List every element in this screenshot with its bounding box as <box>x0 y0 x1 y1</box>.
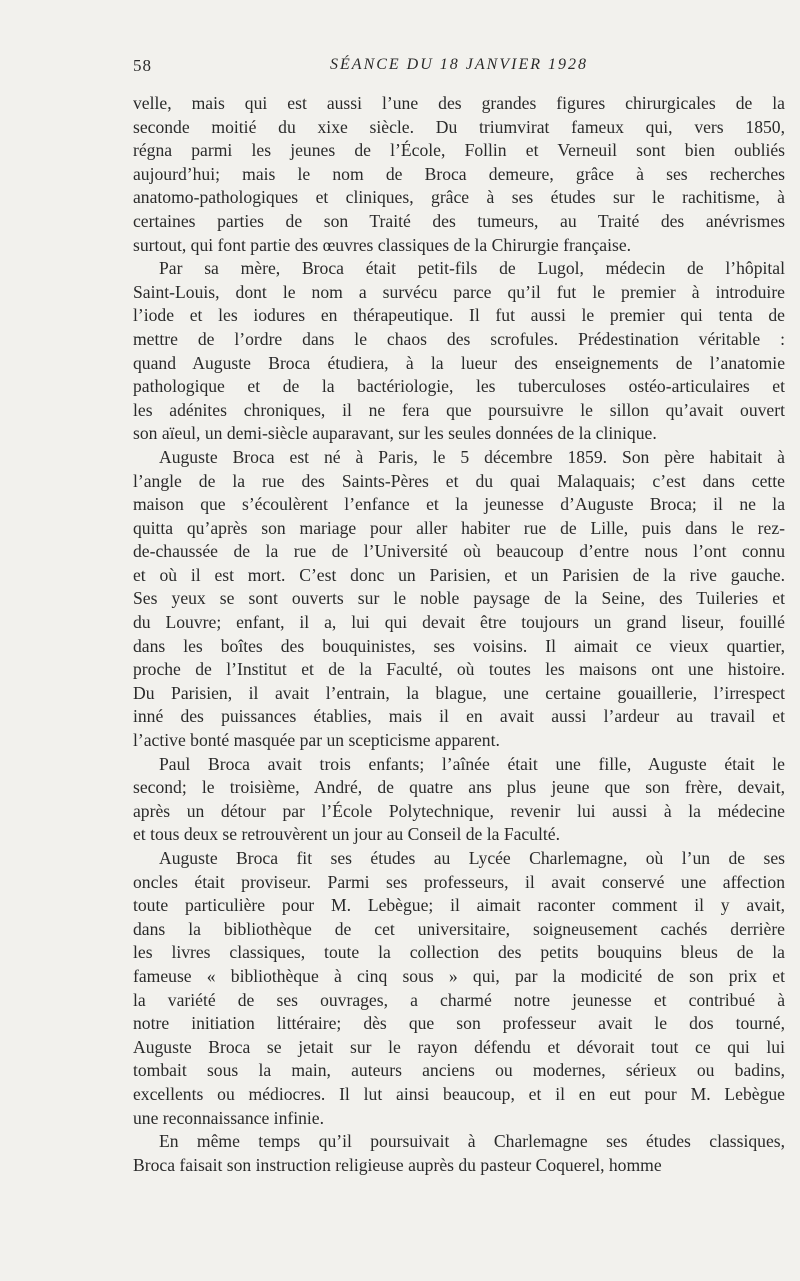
text-line: surtout, qui font partie des œuvres classiques de la Chirurgie française. <box>133 234 632 255</box>
paragraph <box>133 753 785 847</box>
text-line: de-chaussée de la rue de l’Université où beaucoup d’entre nous l’ont connu <box>133 541 785 562</box>
paragraph <box>133 257 785 446</box>
text-line: son aïeul, un demi-siècle auparavant, sur les seules données de la clinique. <box>133 423 657 444</box>
text-line: dans les boîtes des bouquinistes, ses voisins. Il aimait ce vieux quartier, <box>133 635 785 656</box>
text-line: seconde moitié du xixe siècle. Du triumvirat fameux qui, vers 1850, <box>133 116 785 137</box>
text-line: Auguste Broca fit ses études au Lycée Charlemagne, où l’un de ses <box>159 848 785 868</box>
text-line: quitta qu’après son mariage pour aller habiter rue de Lille, puis dans le rez- <box>133 517 785 538</box>
text-line: inné des puissances établies, mais il en avait aussi l’ardeur au travail et <box>133 706 785 727</box>
body-text <box>133 92 785 1177</box>
text-line: une reconnaissance infinie. <box>133 1107 325 1128</box>
text-line: toute particulière pour M. Lebègue; il aimait raconter comment il y avait, <box>133 895 785 916</box>
text-line: l’active bonté masquée par un scepticisme apparent. <box>133 730 500 751</box>
text-line: la variété de ses ouvrages, a charmé notre jeunesse et contribué à <box>133 989 785 1010</box>
text-line: du Louvre; enfant, il a, lui qui devait être toujours un grand liseur, fouillé <box>133 612 785 633</box>
text-line: Par sa mère, Broca était petit-fils de Lugol, médecin de l’hôpital <box>159 258 785 279</box>
text-line: Broca faisait son instruction religieuse auprès du pasteur Coquerel, homme <box>133 1154 662 1175</box>
text-line: et où il est mort. C’est donc un Parisien, et un Parisien de la rive gauche. <box>133 564 785 585</box>
text-line: après un détour par l’École Polytechnique, revenir lui aussi à la médecine <box>133 800 785 821</box>
running-head: SÉANCE DU 18 JANVIER 1928 <box>330 56 588 73</box>
text-line: anatomo-pathologiques et cliniques, grâce à ses études sur le rachitisme, à <box>133 187 785 208</box>
text-line: tombait sous la main, auteurs anciens ou modernes, sérieux ou badins, <box>133 1060 785 1081</box>
text-line: dans la bibliothèque de cet universitaire, soigneusement cachés derrière <box>133 918 785 939</box>
text-line: En même temps qu’il poursuivait à Charlemagne ses études classiques, <box>159 1131 785 1152</box>
text-line: certaines parties de son Traité des tumeurs, au Traité des anévrismes <box>133 210 785 231</box>
text-line: l’angle de la rue des Saints-Pères et du quai Malaquais; c’est dans cette <box>133 470 785 491</box>
text-line: velle, mais qui est aussi l’une des grandes figures chirurgicales de la <box>133 93 785 113</box>
text-line: Auguste Broca est né à Paris, le 5 décembre 1859. Son père habitait à <box>159 446 785 467</box>
page-number: 58 <box>133 56 152 75</box>
text-line: les livres classiques, toute la collection des petits bouquins bleus de la <box>133 942 785 963</box>
text-line: aujourd’hui; mais le nom de Broca demeure, grâce à ses recherches <box>133 163 785 184</box>
text-line: et tous deux se retrouvèrent un jour au Conseil de la Faculté. <box>133 824 561 845</box>
text-line: Saint-Louis, dont le nom a survécu parce qu’il fut le premier à introduire <box>133 281 785 302</box>
text-line: Ses yeux se sont ouverts sur le noble paysage de la Seine, des Tuileries et <box>133 588 785 609</box>
text-line: pathologique et de la bactériologie, les tuberculoses ostéo-articulaires et <box>133 376 785 397</box>
text-line: régna parmi les jeunes de l’École, Follin et Verneuil sont bien oubliés <box>133 140 785 161</box>
text-line: Auguste Broca se jetait sur le rayon défendu et dévorait tout ce qui lui <box>133 1036 785 1057</box>
text-line: l’iode et les iodures en thérapeutique. Il fut aussi le premier qui tenta de <box>133 305 785 326</box>
text-line: maison que s’écoulèrent l’enfance et la jeunesse d’Auguste Broca; il ne la <box>133 494 785 515</box>
page-header <box>133 56 785 80</box>
paragraph <box>133 1130 785 1177</box>
text-line: Paul Broca avait trois enfants; l’aînée était une fille, Auguste était le <box>159 753 785 774</box>
text-line: fameuse « bibliothèque à cinq sous » qui, par la modicité de son prix et <box>133 965 785 986</box>
paragraph <box>133 92 785 257</box>
text-line: excellents ou médiocres. Il lut ainsi beaucoup, et il en eut pour M. Lebègue <box>133 1083 785 1104</box>
text-line: proche de l’Institut et de la Faculté, où toutes les maisons ont une histoire. <box>133 659 785 680</box>
text-line: notre initiation littéraire; dès que son professeur avait le dos tourné, <box>133 1013 785 1034</box>
text-line: oncles était proviseur. Parmi ses professeurs, il avait conservé une affection <box>133 871 785 892</box>
text-line: second; le troisième, André, de quatre ans plus jeune que son frère, devait, <box>133 777 785 798</box>
text-line: quand Auguste Broca étudiera, à la lueur des enseignements de l’anatomie <box>133 352 785 373</box>
paragraph <box>133 847 785 1130</box>
text-line: les adénites chroniques, il ne fera que poursuivre le sillon qu’avait ouvert <box>133 399 785 420</box>
text-line: mettre de l’ordre dans le chaos des scrofules. Prédestination véritable : <box>133 328 785 349</box>
text-line: Du Parisien, il avait l’entrain, la blague, une certaine gouaillerie, l’irrespect <box>133 682 785 703</box>
paragraph <box>133 446 785 753</box>
